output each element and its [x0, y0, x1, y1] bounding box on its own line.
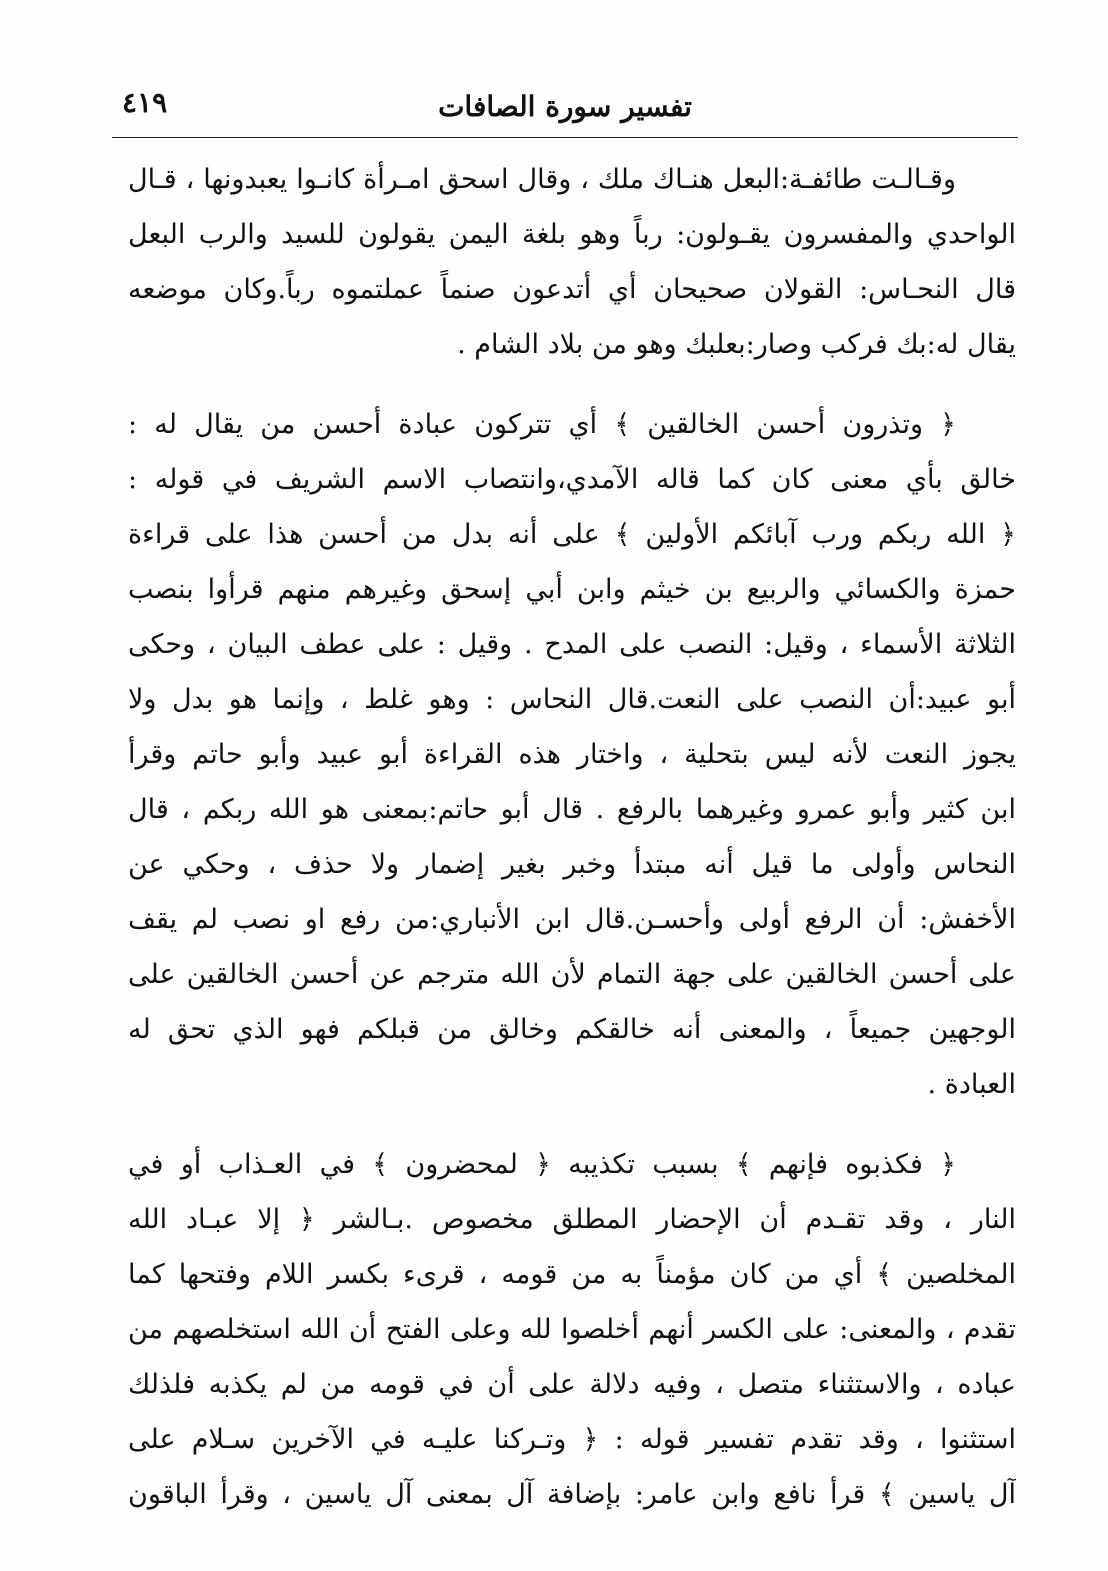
text-line: ﴿ الله ربكم ورب آبائكم الأولين ﴾ على أنه بدل من أحسن هذا على قراءة [128, 519, 1016, 550]
text-line: آل ياسين ﴾ قرأ نافع وابن عامر: بإضافة آل بمعنى آل ياسين ، وقرأ الباقون [128, 1479, 1016, 1510]
header-divider [112, 137, 1018, 138]
paragraph-3 [128, 1137, 1016, 1522]
text-line: الثلاثة الأسماء ، وقيل: النصب على المدح . وقيل : على عطف البيان ، وحكى [128, 629, 1016, 660]
text-line: عباده ، والاستثناء متصل ، وفيه دلالة على أن في قومه من لم يكذبه فلذلك [128, 1369, 1016, 1400]
body-text [128, 152, 1016, 1522]
text-line: ﴿ فكذبوه فإنهم ﴾ بسبب تكذيبه ﴿ لمحضرون ﴾ في العـذاب أو في [128, 1149, 956, 1180]
text-line: النار ، وقد تقـدم أن الإحضار المطلق مخصوص .بـالشر ﴿ إلا عبـاد الله [128, 1204, 1016, 1235]
text-line: ﴿ وتذرون أحسن الخالقين ﴾ أي تتركون عبادة أحسن من يقال له : [128, 409, 956, 440]
running-title: تفسير سورة الصافات [438, 90, 692, 123]
text-line: الأخفش: أن الرفع أولى وأحسـن.قال ابن الأنباري:من رفع او نصب لم يقف [128, 904, 1016, 935]
text-line: استثنوا ، وقد تقدم تفسير قوله : ﴿ وتـركنا عليـه في الآخرين سـلام على [128, 1424, 1016, 1455]
text-line: الواحدي والمفسرون يقـولون: رباً وهو بلغة اليمن يقولون للسيد والرب البعل [128, 219, 1016, 250]
page-number: ٤١٩ [122, 86, 168, 119]
page-header [112, 78, 1018, 138]
text-line: المخلصين ﴾ أي من كان مؤمناً به من قومه ، قرىء بكسر اللام وفتحها كما [128, 1259, 1016, 1290]
text-line: وقـالـت طائفـة:البعل هنـاك ملك ، وقال اسحق امـرأة كانـوا يعبدونها ، قـال [128, 164, 956, 195]
text-line: يقال له:بك فركب وصار:بعلبك وهو من بلاد الشام . [457, 329, 1016, 360]
text-line: على أحسن الخالقين على جهة التمام لأن الله مترجم عن أحسن الخالقين على [128, 959, 1016, 990]
text-line: الوجهين جميعاً ، والمعنى أنه خالقكم وخالق من قبلكم فهو الذي تحق له [128, 1014, 1016, 1045]
text-line: النحاس وأولى ما قيل أنه مبتدأ وخبر بغير إضمار ولا حذف ، وحكي عن [128, 849, 1016, 880]
text-line: قال النحـاس: القولان صحيحان أي أتدعون صنماً عملتموه رباً.وكان موضعه [128, 274, 1016, 305]
paragraph-2 [128, 397, 1016, 1112]
paragraph-1 [128, 152, 1016, 372]
text-line: العبادة . [927, 1069, 1016, 1100]
text-line: ابن كثير وأبو عمرو وغيرهما بالرفع . قال أبو حاتم:بمعنى هو الله ربكم ، قال [128, 794, 1016, 825]
text-line: أبو عبيد:أن النصب على النعت.قال النحاس : وهو غلط ، وإنما هو بدل ولا [128, 684, 1016, 715]
text-line: يجوز النعت لأنه ليس بتحلية ، واختار هذه القراءة أبو عبيد وأبو حاتم وقرأ [128, 739, 1016, 770]
text-line: حمزة والكسائي والربيع بن خيثم وابن أبي إسحق وغيرهم منهم قرأوا بنصب [128, 574, 1016, 605]
text-line: خالق بأي معنى كان كما قاله الآمدي،وانتصاب الاسم الشريف في قوله : [128, 464, 1016, 495]
text-line: تقدم ، والمعنى: على الكسر أنهم أخلصوا لله وعلى الفتح أن الله استخلصهم من [128, 1314, 1016, 1345]
